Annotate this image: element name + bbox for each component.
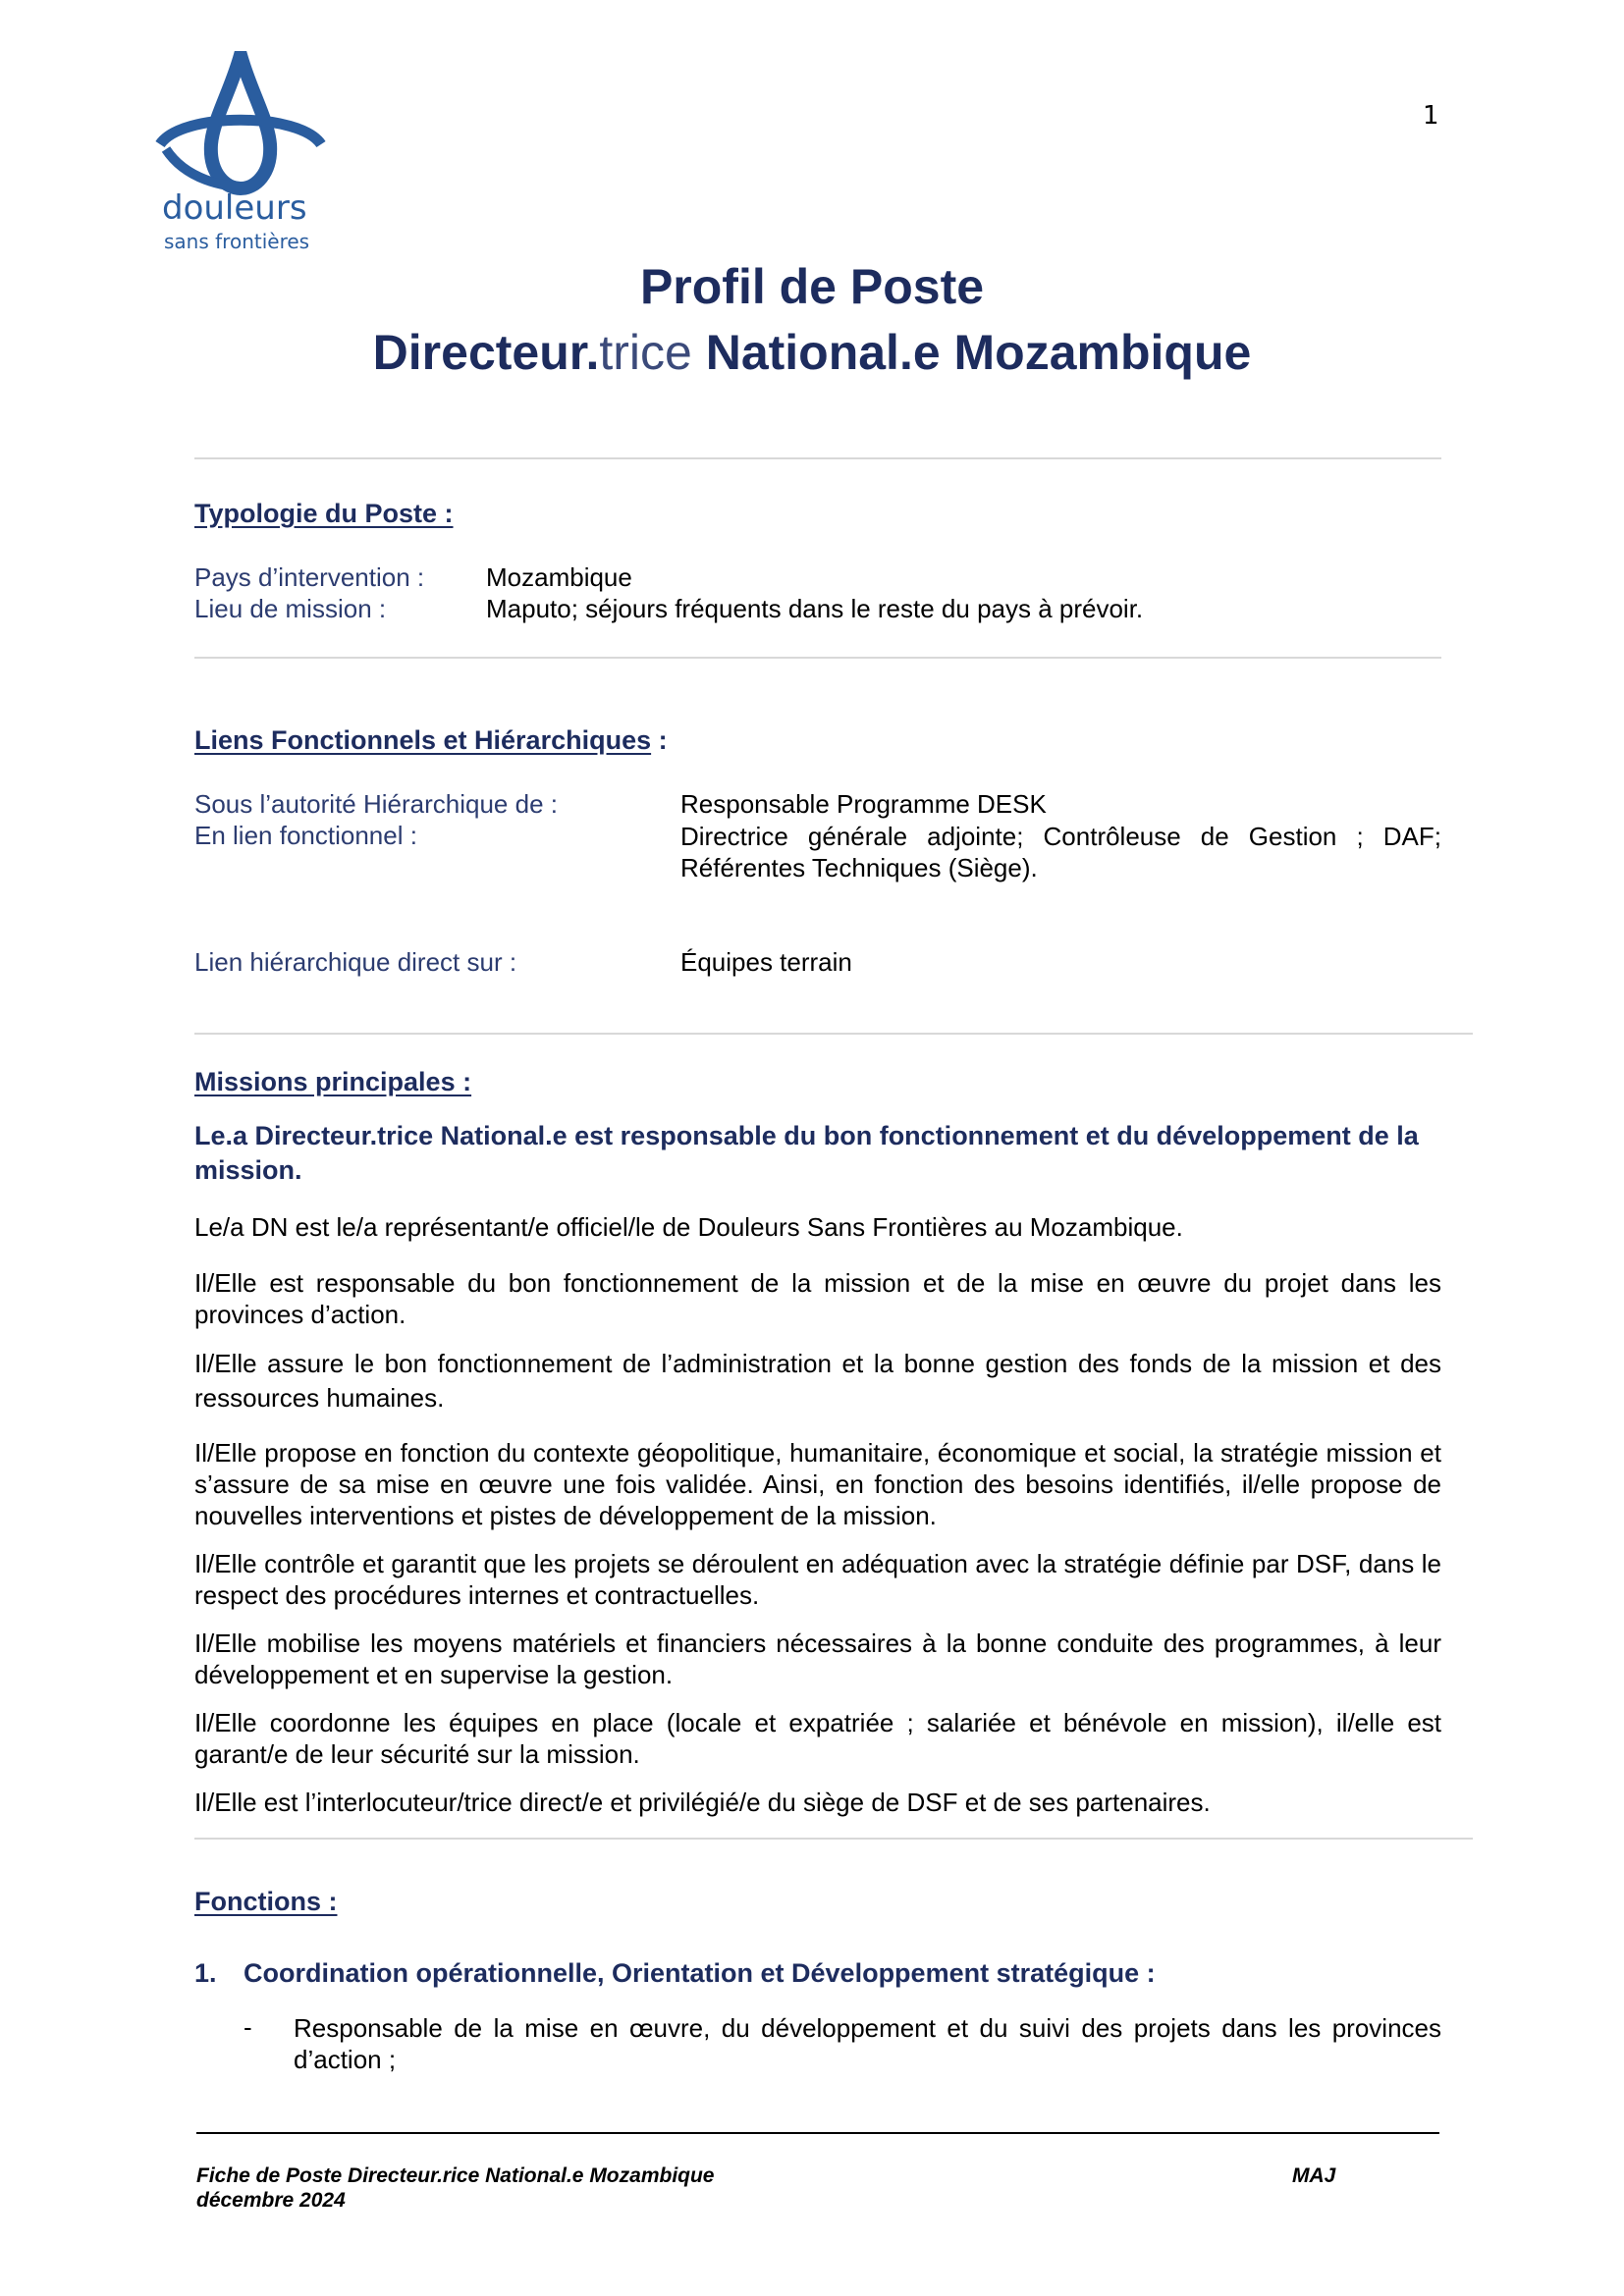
title-prefix: Directeur. bbox=[372, 325, 600, 380]
section-liens-heading bbox=[194, 725, 668, 756]
footer-title: Fiche de Poste Directeur.rice National.e Mozambique bbox=[196, 2164, 715, 2187]
section-fonctions-heading: Fonctions : bbox=[194, 1887, 338, 1916]
bullet-dash: - bbox=[244, 2012, 252, 2042]
title-suffix: National.e Mozambique bbox=[691, 325, 1252, 380]
label-pays: Pays d’intervention : bbox=[194, 562, 425, 592]
label-lien-fonctionnel: En lien fonctionnel : bbox=[194, 821, 417, 850]
mission-paragraph: Il/Elle assure le bon fonctionnement de l’administration et la bonne gestion des fonds de la mission et des ressources humaines. bbox=[194, 1349, 1441, 1413]
mission-paragraph: Il/Elle coordonne les équipes en place (locale et expatriée ; salariée et bénévole en mission), il/elle est garant/e de leur sécurité sur la mission. bbox=[194, 1708, 1441, 1769]
logo bbox=[152, 51, 329, 257]
page-title-line2 bbox=[0, 324, 1624, 381]
liens-heading-colon: : bbox=[651, 725, 668, 755]
mission-paragraph: Il/Elle contrôle et garantit que les projets se déroulent en adéquation avec la stratégie définie par DSF, dans le respect des procédures internes et contractuelles. bbox=[194, 1549, 1441, 1610]
divider bbox=[194, 657, 1441, 659]
value-pays: Mozambique bbox=[486, 562, 632, 592]
page-number: 1 bbox=[1423, 101, 1439, 131]
value-autorite: Responsable Programme DESK bbox=[680, 789, 1047, 819]
divider bbox=[194, 457, 1441, 459]
mission-paragraph: Il/Elle est l’interlocuteur/trice direct/e et privilégié/e du siège de DSF et de ses partenaires. bbox=[194, 1788, 1211, 1817]
logo-drop-eye-icon bbox=[152, 51, 329, 198]
bullet-text: Responsable de la mise en œuvre, du développement et du suivi des projets dans les provinces d’action ; bbox=[294, 2013, 1441, 2074]
divider bbox=[194, 1838, 1473, 1840]
value-lieu: Maputo; séjours fréquents dans le reste du pays à prévoir. bbox=[486, 594, 1144, 623]
footer-rule bbox=[196, 2132, 1439, 2134]
fonction-item-title: Coordination opérationnelle, Orientation et Développement stratégique : bbox=[244, 1958, 1156, 1988]
section-typologie-heading: Typologie du Poste : bbox=[194, 499, 454, 528]
label-autorite: Sous l’autorité Hiérarchique de : bbox=[194, 789, 558, 819]
mission-paragraph: Le/a DN est le/a représentant/e officiel/le de Douleurs Sans Frontières au Mozambique. bbox=[194, 1212, 1183, 1242]
title-trice: trice bbox=[599, 325, 692, 380]
footer-maj: MAJ bbox=[1292, 2164, 1336, 2187]
logo-text-main: douleurs bbox=[162, 188, 307, 228]
mission-paragraph: Il/Elle mobilise les moyens matériels et financiers nécessaires à la bonne conduite des programmes, à leur développement et en supervise la gestion. bbox=[194, 1629, 1441, 1689]
divider bbox=[194, 1033, 1473, 1035]
liens-heading-text: Liens Fonctionnels et Hiérarchiques bbox=[194, 725, 652, 755]
label-lien-direct: Lien hiérarchique direct sur : bbox=[194, 947, 517, 977]
logo-text-sub: sans frontières bbox=[164, 230, 310, 253]
mission-paragraph: Il/Elle propose en fonction du contexte géopolitique, humanitaire, économique et social, la stratégie mission et s’assure de sa mise en œuvre une fois validée. Ainsi, en fonction des besoins identifiés, il/elle propose de nouvelles interventions et pistes de développement de la mission. bbox=[194, 1438, 1441, 1530]
value-lien-direct: Équipes terrain bbox=[680, 947, 852, 977]
missions-lead: Le.a Directeur.trice National.e est responsable du bon fonctionnement et du développement de la mission. bbox=[194, 1121, 1419, 1185]
section-missions-heading: Missions principales : bbox=[194, 1067, 472, 1096]
page-title-line1: Profil de Poste bbox=[639, 259, 985, 314]
value-lien-fonctionnel: Directrice générale adjointe; Contrôleuse de Gestion ; DAF; Référentes Techniques (Siège). bbox=[680, 822, 1441, 882]
label-lieu: Lieu de mission : bbox=[194, 594, 387, 623]
footer-date: décembre 2024 bbox=[196, 2189, 346, 2212]
mission-paragraph: Il/Elle est responsable du bon fonctionnement de la mission et de la mise en œuvre du projet dans les provinces d’action. bbox=[194, 1268, 1441, 1329]
fonction-item-number: 1. bbox=[194, 1958, 217, 1988]
